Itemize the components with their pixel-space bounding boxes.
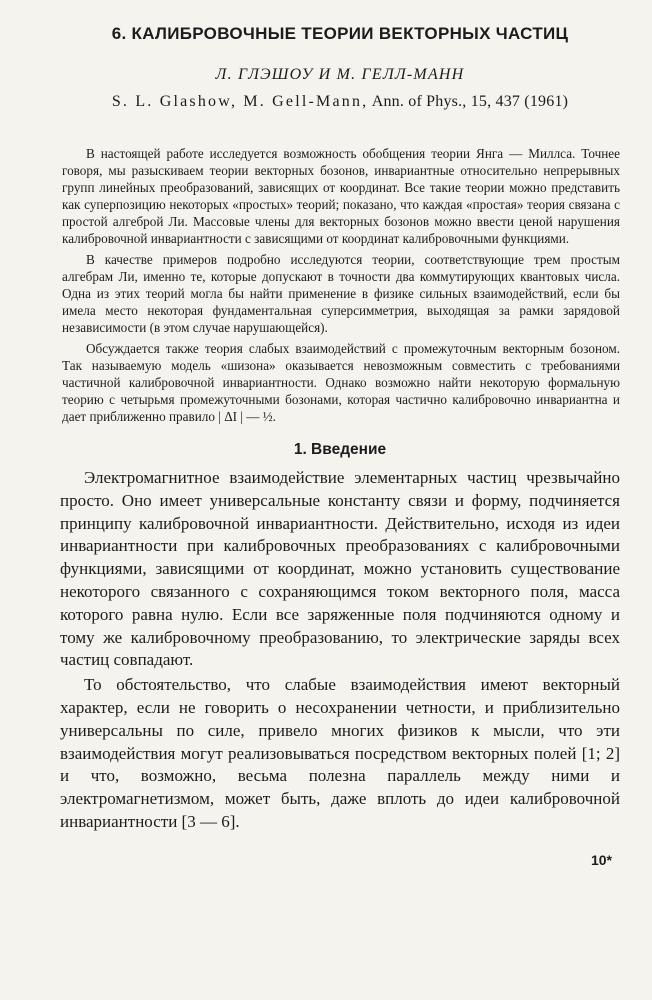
page-number: 10* bbox=[590, 852, 612, 868]
body-paragraph: Электромагнитное взаимодействие элементарных частиц чрезвычайно просто. Оно имеет универсальные константу связи и форму, подчиняется принципу калибровочной инвариантности. Действительно, исходя из идеи инвариантности при калибровочных преобразованиях с калибровочными функциями, зависящими от координат, можно установить существование некоторого связанного с сохраняющимся током векторного поля, масса которого равна нулю. Если все заряженные поля подчиняются одному и тому же калибровочному преобразованию, то электрические заряды всех частиц совпадают. bbox=[60, 468, 620, 670]
section-body bbox=[60, 467, 620, 834]
body-paragraph: То обстоятельство, что слабые взаимодействия имеют векторный характер, если не говорить о несохранении четности, и приблизительно универсальны по силе, привело многих физиков к мысли, что эти взаимодействия могут реализовываться посредством векторных полей [1; 2] и что, возможно, весьма полезна параллель между ними и электромагнетизмом, может быть, даже вплоть до идеи калибровочной инвариантности [3 — 6]. bbox=[60, 675, 620, 831]
abstract-paragraph: В качестве примеров подробно исследуются теории, соответствующие трем простым алгебрам Ли, именно те, которые допускают в точности два коммутирующих квантовых числа. Одна из этих теорий могла бы найти применение в физике сильных взаимодействий, если бы имела место некоторая фундаментальная суперсимметрия, выходящая за рамки зарядовой независимости (в этом случае нарушающейся). bbox=[62, 252, 620, 335]
page bbox=[60, 24, 620, 836]
abstract-paragraph: Обсуждается также теория слабых взаимодействий с промежуточным векторным бозоном. Так называемую модель «шизона» оказывается невозможным совместить с требованиями частичной калибровочной инвариантности. Однако возможно найти некоторую формальную теорию с четырьмя промежуточными бозонами, которая частично калибровочно инвариантна и дает приближенно правило | ΔI | — ½. bbox=[62, 341, 620, 424]
authors-russian: Л. ГЛЭШОУ И М. ГЕЛЛ-МАНН bbox=[215, 66, 465, 83]
abstract-paragraph: В настоящей работе исследуется возможность обобщения теории Янга — Миллса. Точнее говоря, мы разыскиваем теории векторных бозонов, инвариантные относительно непрерывных групп линейных преобразований, зависящих от координат. Все такие теории можно представить как суперпозицию некоторых «простых» теорий; показано, что каждая «простая» теория связана с простой алгеброй Ли. Массовые члены для векторных бозонов можно ввести ценой нарушения калибровочной инвариантности с зависящими от координат калибровочными функциями. bbox=[62, 146, 620, 246]
citation bbox=[60, 93, 620, 111]
citation-reference: Ann. of Phys., 15, 437 (1961) bbox=[371, 93, 569, 110]
section-heading: 1. Введение bbox=[293, 441, 387, 458]
citation-authors: S. L. Glashow, M. Gell-Mann, bbox=[111, 93, 369, 110]
chapter-title: 6. КАЛИБРОВОЧНЫЕ ТЕОРИИ ВЕКТОРНЫХ ЧАСТИЦ bbox=[111, 24, 569, 43]
abstract bbox=[60, 145, 620, 425]
